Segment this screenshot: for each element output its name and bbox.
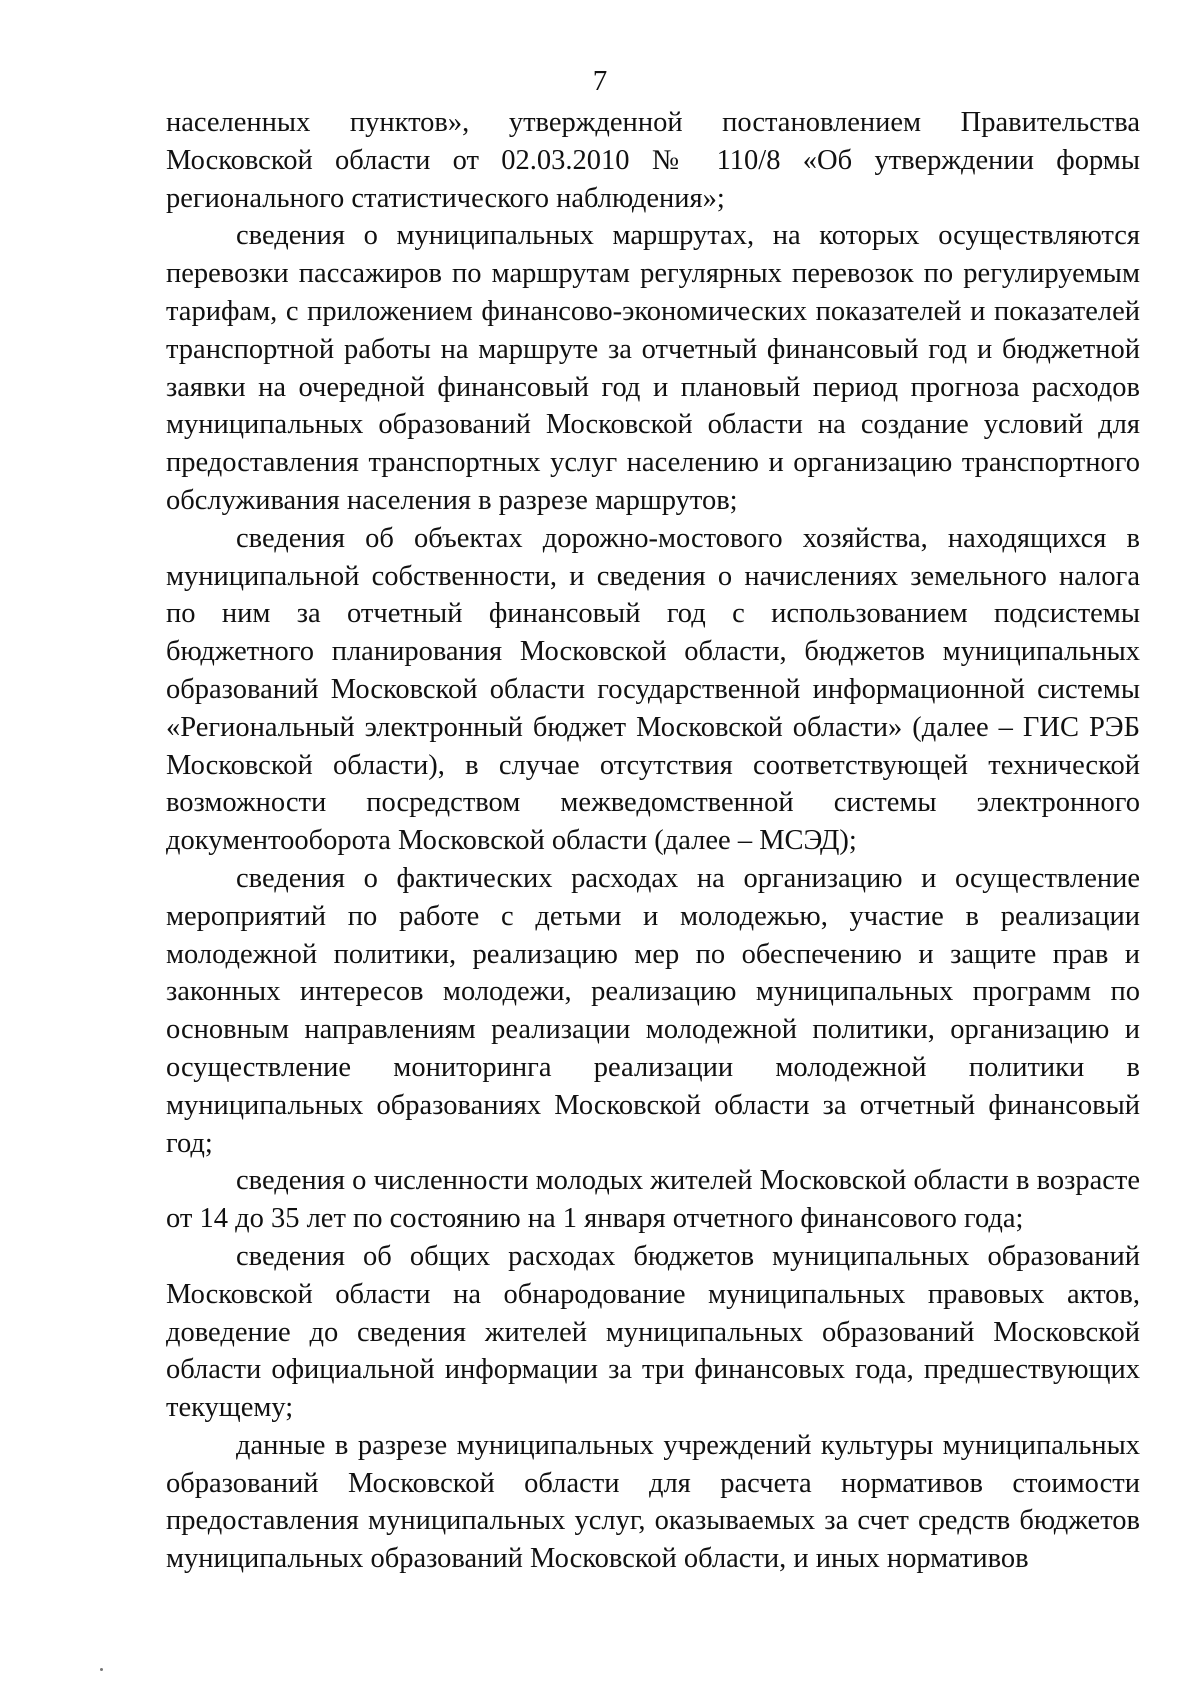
paragraph-youth-policy-expenses: сведения о фактических расходах на организацию и осуществление мероприятий по работе с детьми и молодежью, участие в реализации молодежной политики, реализацию мер по обеспечению и защите прав и законных интересов молодежи, реализацию муниципальных программ по основным направлениям реализации молодежной политики, организацию и осуществление мониторинга реализации молодежной политики в муниципальных образованиях Московской области за отчетный финансовый год;: [166, 862, 1140, 1159]
paragraph-young-residents-count: сведения о численности молодых жителей Московской области в возрасте от 14 до 35 лет по состоянию на 1 января отчетного финансового года;: [166, 1165, 1140, 1235]
paragraph-culture-institutions: данные в разрезе муниципальных учреждений культуры муниципальных образований Московской области для расчета нормативов стоимости предоставления муниципальных услуг, оказываемых за счет средств бюджетов муниципальных образований Московской области, и иных нормативов: [166, 1429, 1140, 1575]
paragraph-legal-acts-expenses: сведения об общих расходах бюджетов муниципальных образований Московской области на обнародование муниципальных правовых актов, доведение до сведения жителей муниципальных образований Московской области официальной информации за три финансовых года, предшествующих текущему;: [166, 1240, 1140, 1424]
paragraph-road-bridge-facilities: сведения об объектах дорожно-мостового хозяйства, находящихся в муниципальной собственности, и сведения о начислениях земельного налога по ним за отчетный финансовый год с использованием подсистемы бюджетного планирования Московской области, бюджетов муниципальных образований Московской области государственной информационной системы «Региональный электронный бюджет Московской области» (далее – ГИС РЭБ Московской области), в случае отсутствия соответствующей технической возможности посредством межведомственной системы электронного документооборота Московской области (далее – МСЭД);: [166, 522, 1140, 857]
page-number: 7: [592, 65, 608, 97]
scan-speck: [100, 1668, 103, 1671]
paragraph-continuation: населенных пунктов», утвержденной постановлением Правительства Московской области от 02.03.2010 № 110/8 «Об утверждении формы регионального статистического наблюдения»;: [166, 107, 1140, 214]
paragraph-municipal-routes: сведения о муниципальных маршрутах, на которых осуществляются перевозки пассажиров по маршрутам регулярных перевозок по регулируемым тарифам, с приложением финансово-экономических показателей и показателей транспортной работы на маршруте за отчетный финансовый год и бюджетной заявки на очередной финансовый год и плановый период прогноза расходов муниципальных образований Московской области на создание условий для предоставления транспортных услуг населению и организацию транспортного обслуживания населения в разрезе маршрутов;: [166, 220, 1140, 516]
document-body: [166, 104, 1140, 1578]
